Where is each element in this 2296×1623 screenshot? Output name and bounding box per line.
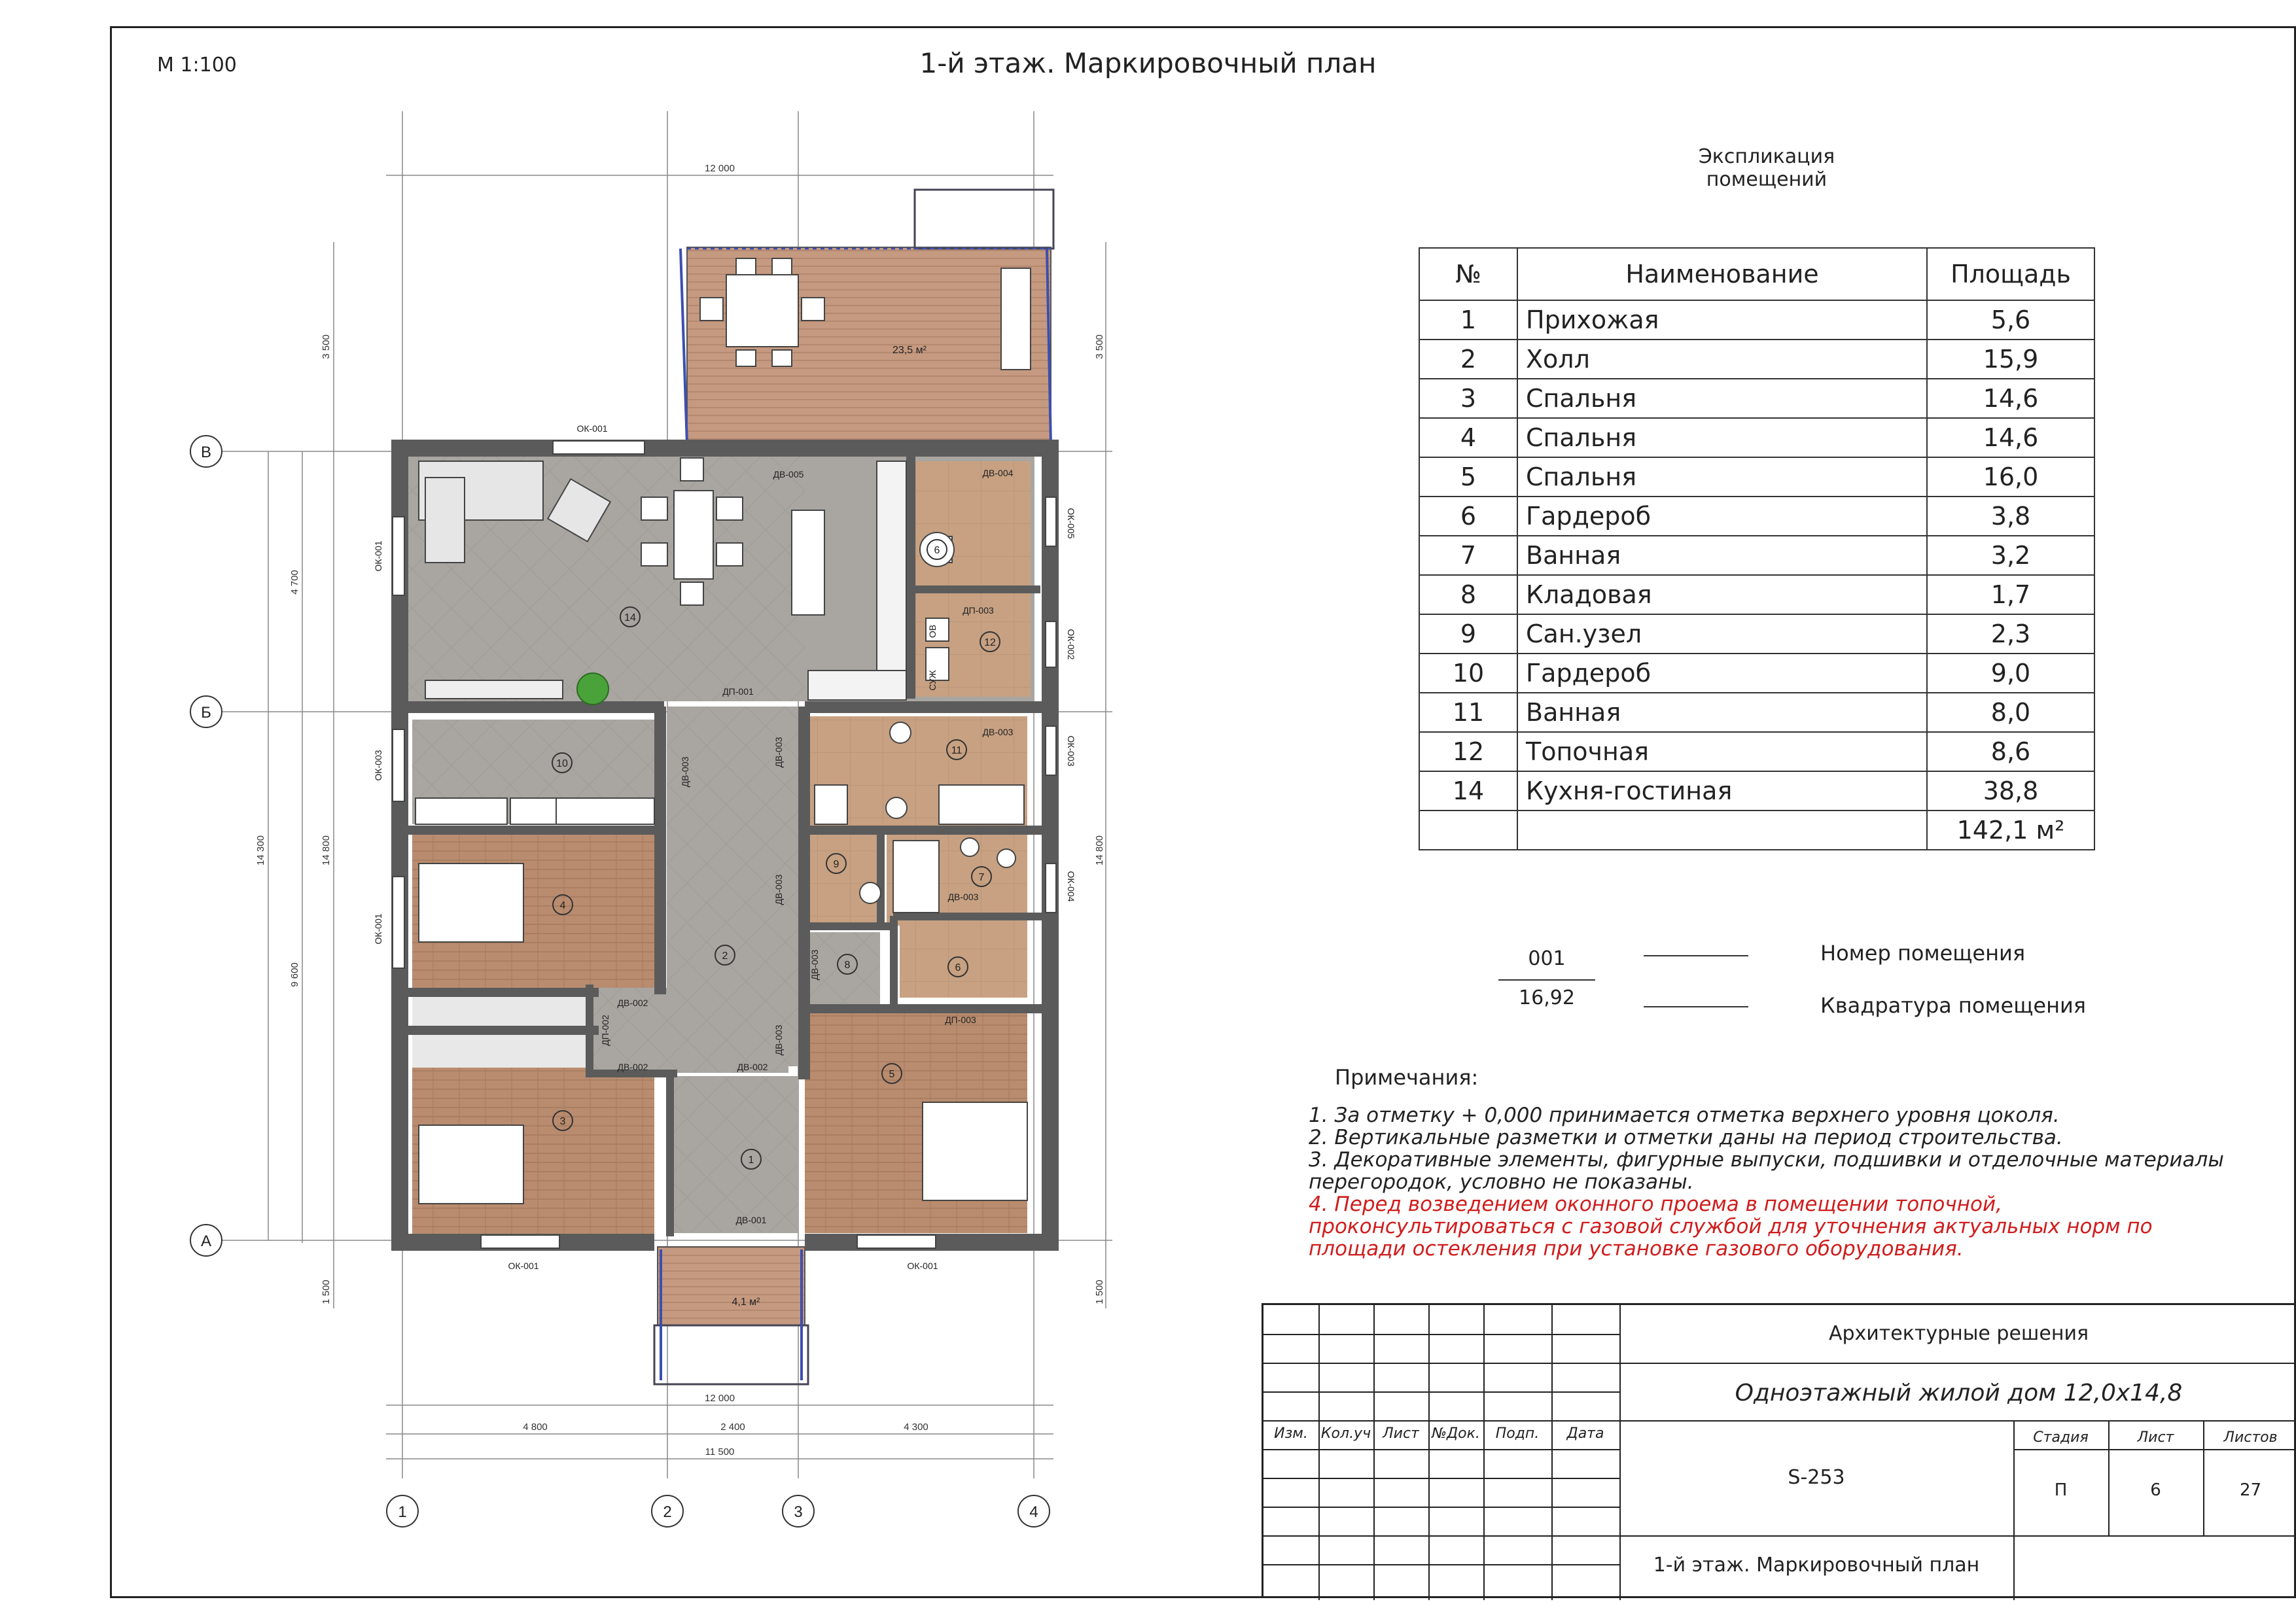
table-row <box>1419 300 2094 340</box>
table-cell: Топочная <box>1517 732 1927 771</box>
table-row <box>1419 654 2094 693</box>
explication-table <box>1419 247 2095 850</box>
table-cell: 8 <box>1419 575 1517 614</box>
label-dv003-e: ДВ-003 <box>773 874 784 905</box>
explication-header-name: Наименование <box>1517 248 1927 300</box>
table-cell: Гардероб <box>1517 497 1927 536</box>
table-cell: 14,6 <box>1927 379 2094 418</box>
table-cell: Кухня-гостиная <box>1517 771 1927 811</box>
legend-leader-1 <box>1644 955 1748 956</box>
label-dp002: ДП-002 <box>600 1015 610 1046</box>
table-cell: 5 <box>1419 457 1517 497</box>
room-num-1: 1 <box>748 1155 754 1166</box>
dim-left-inner: 14 800 <box>321 835 332 865</box>
legend-area-label: Квадратура помещения <box>1820 993 2087 1018</box>
room-num-5: 5 <box>889 1069 895 1080</box>
stamp-section: Архитектурные решения <box>1828 1322 2089 1345</box>
label-dp003-a: ДП-003 <box>963 605 994 616</box>
table-cell: 2 <box>1419 340 1517 379</box>
table-cell: Холл <box>1517 340 1927 379</box>
explication-total: 142,1 м² <box>1927 811 2094 850</box>
table-cell: 5,6 <box>1927 300 2094 340</box>
room-num-6: 6 <box>955 962 961 973</box>
label-dv003-c: ДВ-003 <box>680 756 690 788</box>
table-cell: 6 <box>1419 497 1517 536</box>
table-cell: 11 <box>1419 693 1517 732</box>
dim-bottom-part-3: 4 300 <box>904 1422 928 1433</box>
table-cell: 14 <box>1419 771 1517 811</box>
table-cell: 3 <box>1419 379 1517 418</box>
sheet-title: 1-й этаж. Маркировочный план <box>919 47 1377 79</box>
table-row <box>1419 379 2094 418</box>
label-ok003-left: ОК-003 <box>373 750 383 781</box>
room-num-10: 10 <box>556 758 568 769</box>
stamp-col-podp: Подп. <box>1495 1425 1540 1442</box>
dim-right-bottom: 1 500 <box>1094 1280 1105 1304</box>
note-line-warning: 4. Перед возведением оконного проема в помещении топочной, <box>1309 1193 2002 1216</box>
sheet-scale: М 1:100 <box>157 54 237 77</box>
label-dv003-d: ДВ-003 <box>773 737 784 768</box>
label-ok001-bl: ОК-001 <box>508 1261 539 1271</box>
label-ok001-left2: ОК-001 <box>373 913 383 945</box>
terrace-area: 23,5 м² <box>892 345 927 356</box>
table-cell: Кладовая <box>1517 575 1927 614</box>
table-cell: Спальня <box>1517 418 1927 457</box>
table-cell: 38,8 <box>1927 771 2094 811</box>
explication-title: Экспликация помещений <box>1698 145 1835 191</box>
table-cell: 1,7 <box>1927 575 2094 614</box>
table-cell: Гардероб <box>1517 654 1927 693</box>
room-num-6a: 6 <box>934 545 940 556</box>
dim-left-part-1: 4 700 <box>289 570 300 595</box>
explication-header-area: Площадь <box>1927 248 2094 300</box>
label-dp003-b: ДП-003 <box>945 1015 976 1025</box>
dim-left-part-2: 9 600 <box>289 962 300 987</box>
label-dv003-g: ДВ-003 <box>773 1024 784 1056</box>
room-num-11: 11 <box>951 745 963 756</box>
legend-leader-2 <box>1644 1006 1748 1007</box>
axis-col-3: 3 <box>794 1503 803 1521</box>
label-dv002-c: ДВ-002 <box>737 1062 768 1072</box>
table-cell: Прихожая <box>1517 300 1927 340</box>
table-cell: Спальня <box>1517 379 1927 418</box>
porch-area: 4,1 м² <box>732 1297 760 1308</box>
stamp-col-list: Лист <box>1383 1425 1419 1442</box>
stamp-code: S-253 <box>1788 1466 1845 1489</box>
stamp-stage-label: Стадия <box>2033 1429 2089 1446</box>
table-cell: 10 <box>1419 654 1517 693</box>
dim-left-bottom: 1 500 <box>321 1280 332 1304</box>
dim-bottom-part-1: 4 800 <box>523 1422 548 1433</box>
label-ok004: ОК-004 <box>1066 871 1076 902</box>
room-num-7: 7 <box>978 872 985 883</box>
dim-bottom-total: 12 000 <box>705 1393 735 1404</box>
label-dv003-a: ДВ-003 <box>982 727 1014 737</box>
table-cell: 15,9 <box>1927 340 2094 379</box>
room-num-4: 4 <box>559 900 566 911</box>
note-line: 1. За отметку + 0,000 принимается отметка верхнего уровня цоколя. <box>1309 1104 2060 1127</box>
axis-col-2: 2 <box>663 1503 672 1521</box>
label-dv001: ДВ-001 <box>735 1215 767 1225</box>
room-num-2: 2 <box>722 951 728 962</box>
axis-row-b: Б <box>201 704 211 722</box>
dim-bottom-part-2: 2 400 <box>720 1422 745 1433</box>
table-row <box>1419 732 2094 771</box>
title-block <box>1262 1303 2296 1598</box>
label-dp001: ДП-001 <box>722 686 754 697</box>
table-row <box>1419 693 2094 732</box>
notes-heading: Примечания: <box>1335 1065 1479 1090</box>
stamp-stage: П <box>2054 1480 2068 1500</box>
label-ok001-left1: ОК-001 <box>373 540 383 572</box>
table-cell: Спальня <box>1517 457 1927 497</box>
label-ok005: ОК-005 <box>1066 508 1076 539</box>
room-num-8: 8 <box>844 960 851 971</box>
axis-row-a: А <box>200 1232 212 1250</box>
table-cell: 8,0 <box>1927 693 2094 732</box>
dim-left-top: 3 500 <box>321 334 332 359</box>
table-row <box>1419 536 2094 575</box>
legend-number-label: Номер помещения <box>1820 941 2026 966</box>
dim-top-total: 12 000 <box>705 163 735 174</box>
legend-room-number: 001 <box>1528 947 1566 970</box>
note-line: перегородок, условно не показаны. <box>1309 1170 1694 1194</box>
stamp-col-koluch: Кол.уч <box>1320 1425 1371 1442</box>
label-ok001-top: ОК-001 <box>576 423 608 434</box>
table-cell: 3,2 <box>1927 536 2094 575</box>
table-cell: 14,6 <box>1927 418 2094 457</box>
room-num-9: 9 <box>833 859 839 870</box>
table-cell: 1 <box>1419 300 1517 340</box>
table-cell: 8,6 <box>1927 732 2094 771</box>
room-num-14: 14 <box>624 612 636 623</box>
stamp-sheet-label: Лист <box>2137 1429 2174 1446</box>
table-cell: 9,0 <box>1927 654 2094 693</box>
dim-left-total: 14 300 <box>255 835 266 865</box>
table-cell: 16,0 <box>1927 457 2094 497</box>
stamp-sheet: 6 <box>2150 1480 2161 1500</box>
dim-right-top: 3 500 <box>1094 334 1105 359</box>
table-cell: 3,8 <box>1927 497 2094 536</box>
label-dv005: ДВ-005 <box>773 469 804 480</box>
label-dv002-a: ДВ-002 <box>617 998 648 1008</box>
stamp-col-data: Дата <box>1566 1425 1604 1442</box>
label-ss: СУЖ <box>927 670 938 691</box>
table-row <box>1419 575 2094 614</box>
table-cell: Сан.узел <box>1517 614 1927 654</box>
note-line-warning: проконсультироваться с газовой службой для уточнения актуальных норм по <box>1309 1215 2153 1238</box>
dim-bottom-overall: 11 500 <box>705 1446 735 1457</box>
explication-header-num: № <box>1419 248 1517 300</box>
axis-col-4: 4 <box>1029 1503 1038 1521</box>
label-ok003-right: ОК-003 <box>1066 735 1076 767</box>
label-ob: ОВ <box>927 624 938 638</box>
table-cell: Ванная <box>1517 693 1927 732</box>
table-cell: 12 <box>1419 732 1517 771</box>
table-row <box>1419 614 2094 654</box>
label-dv002-b: ДВ-002 <box>617 1062 648 1072</box>
label-dv003-f: ДВ-003 <box>809 949 820 981</box>
legend-divider <box>1498 979 1595 981</box>
stamp-sheets: 27 <box>2239 1480 2262 1500</box>
table-row <box>1419 771 2094 811</box>
note-line: 3. Декоративные элементы, фигурные выпуски, подшивки и отделочные материалы <box>1309 1148 2224 1172</box>
table-row <box>1419 418 2094 457</box>
room-num-12: 12 <box>984 637 996 648</box>
label-dv004: ДВ-004 <box>982 468 1014 478</box>
notes-list <box>1309 1104 2238 1260</box>
stamp-col-izm: Изм. <box>1274 1425 1308 1442</box>
axis-col-1: 1 <box>398 1503 407 1521</box>
table-cell: 7 <box>1419 536 1517 575</box>
note-line-warning: площади остекления при установке газового оборудования. <box>1309 1237 1964 1261</box>
stamp-sheets-label: Листов <box>2223 1429 2278 1446</box>
table-cell <box>1419 811 1517 850</box>
table-cell: Ванная <box>1517 536 1927 575</box>
dim-right-total: 14 800 <box>1094 835 1105 865</box>
axis-row-v: В <box>200 444 212 461</box>
stamp-sheet-title: 1-й этаж. Маркировочный план <box>1653 1554 1980 1577</box>
label-dv003-b: ДВ-003 <box>947 892 979 902</box>
stamp-col-doc: №Док. <box>1432 1425 1480 1442</box>
label-ok002: ОК-002 <box>1066 629 1076 660</box>
legend-room-area: 16,92 <box>1519 986 1575 1009</box>
table-cell: 4 <box>1419 418 1517 457</box>
table-row <box>1419 457 2094 497</box>
table-row <box>1419 340 2094 379</box>
stamp-project: Одноэтажный жилой дом 12,0х14,8 <box>1735 1380 2183 1406</box>
plant-icon <box>577 673 609 705</box>
table-cell <box>1517 811 1927 850</box>
room-num-3: 3 <box>559 1116 566 1127</box>
table-cell: 9 <box>1419 614 1517 654</box>
table-row <box>1419 497 2094 536</box>
note-line: 2. Вертикальные разметки и отметки даны на период строительства. <box>1309 1126 2063 1149</box>
table-cell: 2,3 <box>1927 614 2094 654</box>
label-ok001-br: ОК-001 <box>907 1261 938 1271</box>
